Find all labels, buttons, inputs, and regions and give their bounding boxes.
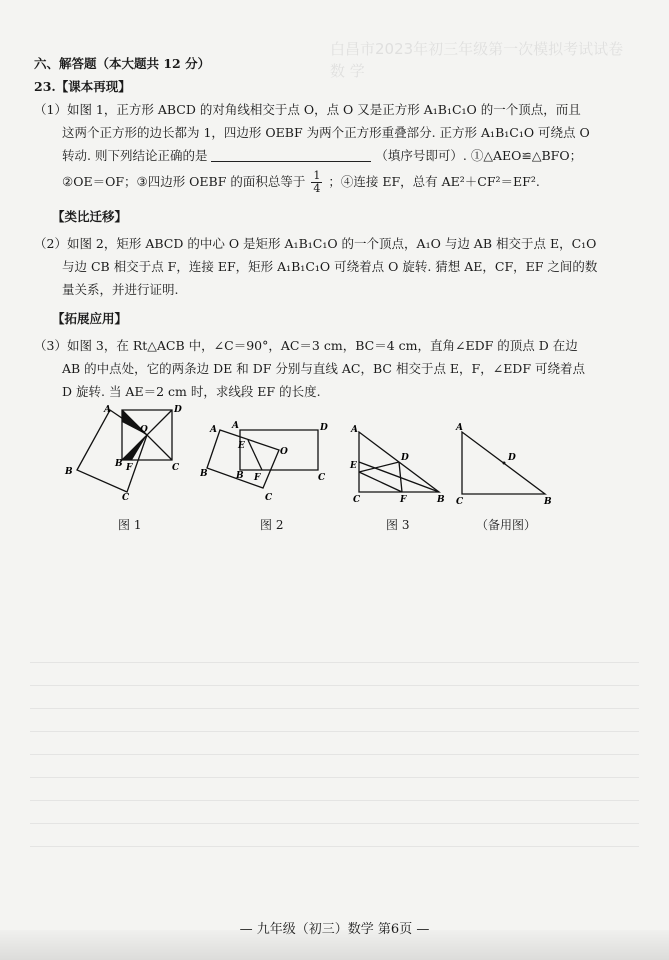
fig2-label-o: O — [280, 447, 288, 457]
part1-line3 — [34, 144, 634, 167]
fig3-segment-de — [359, 462, 399, 472]
part3-line2: AB 的中点处，它的两条边 DE 和 DF 分别与直线 AC，BC 相交于点 E，F，∠EDF 可绕着点 — [62, 361, 585, 376]
part1-line2: 这两个正方形的边长都为 1，四边形 OEBF 为两个正方形重叠部分. 正方形 A₁B₁C₁O 可绕点 O — [62, 125, 590, 140]
fig2-label-a1: A — [210, 425, 217, 435]
fig3-label-e: E — [350, 461, 357, 471]
figure-3 — [345, 418, 455, 508]
answer-blank[interactable] — [211, 147, 371, 162]
fig2-label-c: C — [318, 473, 326, 483]
caption-figure-3: 图 3 — [386, 518, 410, 532]
part1-line1: （1）如图 1，正方形 ABCD 的对角线相交于点 O，点 O 又是正方形 A₁B₁C₁O 的一个顶点，而且 — [34, 102, 581, 117]
fig1-label-f: F — [126, 463, 133, 473]
part2-line1: （2）如图 2，矩形 ABCD 的中心 O 是矩形 A₁B₁C₁O 的一个顶点，A₁O 与边 AB 相交于点 E，C₁O — [34, 236, 597, 251]
part3-line1: （3）如图 3，在 Rt△ACB 中，∠C＝90°，AC＝3 cm，BC＝4 cm，直角∠EDF 的顶点 D 在边 — [34, 338, 578, 353]
fig1-label-o: O — [140, 425, 148, 435]
caption-figure-1: 图 1 — [118, 518, 142, 532]
fig1-label-b1: B — [65, 467, 73, 477]
fig2-label-e: E — [238, 441, 245, 451]
fig2-label-c1: C — [265, 493, 273, 503]
backup-label-b: B — [544, 497, 552, 507]
figure-2 — [200, 418, 330, 508]
backup-point-d — [503, 462, 506, 465]
figure-1 — [60, 400, 190, 505]
caption-figure-backup: （备用图） — [476, 518, 537, 532]
fig3-label-d: D — [401, 453, 409, 463]
fig1-label-a1: A — [104, 405, 111, 415]
fig2-label-b: B — [236, 471, 244, 481]
fig3-label-c: C — [353, 495, 361, 505]
fig1-label-c1: C — [122, 493, 130, 503]
page-footer: — 九年级（初三）数学 第6页 — — [239, 922, 430, 937]
question-23 — [34, 52, 634, 403]
part1-line4-a: ②OE＝OF；③四边形 OEBF 的面积总等于 — [62, 174, 306, 189]
ghost-bleed-lines — [0, 640, 669, 870]
part1-line4-b: ；④连接 EF，总有 AE²＋CF²＝EF². — [328, 174, 540, 189]
ghost-subject: 数 学 — [330, 62, 365, 80]
fig2-label-d: D — [320, 423, 328, 433]
part2-line2: 与边 CB 相交于点 F，连接 EF，矩形 A₁B₁C₁O 可绕着点 O 旋转. 猜想 AE，CF，EF 之间的数 — [62, 259, 598, 274]
part1-line3-a: 转动. 则下列结论正确的是 — [62, 148, 208, 163]
caption-figure-2: 图 2 — [260, 518, 284, 532]
question-number: 23.【课本再现】 — [34, 79, 131, 94]
ghost-header: 白昌市2023年初三年级第一次模拟考试试卷 — [330, 40, 624, 58]
fig1-label-c: C — [172, 463, 180, 473]
part1-line4 — [34, 167, 634, 197]
heading-extension: 【拓展应用】 — [52, 311, 128, 326]
fig2-label-b1: B — [200, 469, 208, 479]
figure-backup — [450, 418, 560, 508]
heading-analogy: 【类比迁移】 — [52, 209, 128, 224]
fig2-segment-ef — [248, 440, 262, 470]
part3-line3: D 旋转. 当 AE＝2 cm 时，求线段 EF 的长度. — [62, 384, 321, 399]
backup-label-a: A — [456, 423, 463, 433]
fig2-label-f: F — [254, 473, 261, 483]
fig3-label-a: A — [351, 425, 358, 435]
fig3-label-f: F — [400, 495, 407, 505]
fig1-label-d: D — [174, 405, 182, 415]
section-title: 六、解答题（本大题共 12 分） — [34, 56, 211, 71]
fraction-one-quarter — [311, 170, 322, 195]
backup-label-c: C — [456, 497, 464, 507]
backup-label-d: D — [508, 453, 516, 463]
part1-line3-b: （填序号即可）. ①△AEO≌△BFO； — [375, 148, 583, 163]
fig2-label-a: A — [232, 421, 239, 431]
fig3-segment-ef — [359, 472, 402, 492]
part2-line3: 量关系，并进行证明. — [62, 282, 179, 297]
fig3-label-b: B — [437, 495, 445, 505]
fraction-denominator: 4 — [313, 182, 321, 195]
fig1-label-b: B — [115, 459, 123, 469]
fraction-numerator: 1 — [313, 169, 321, 182]
